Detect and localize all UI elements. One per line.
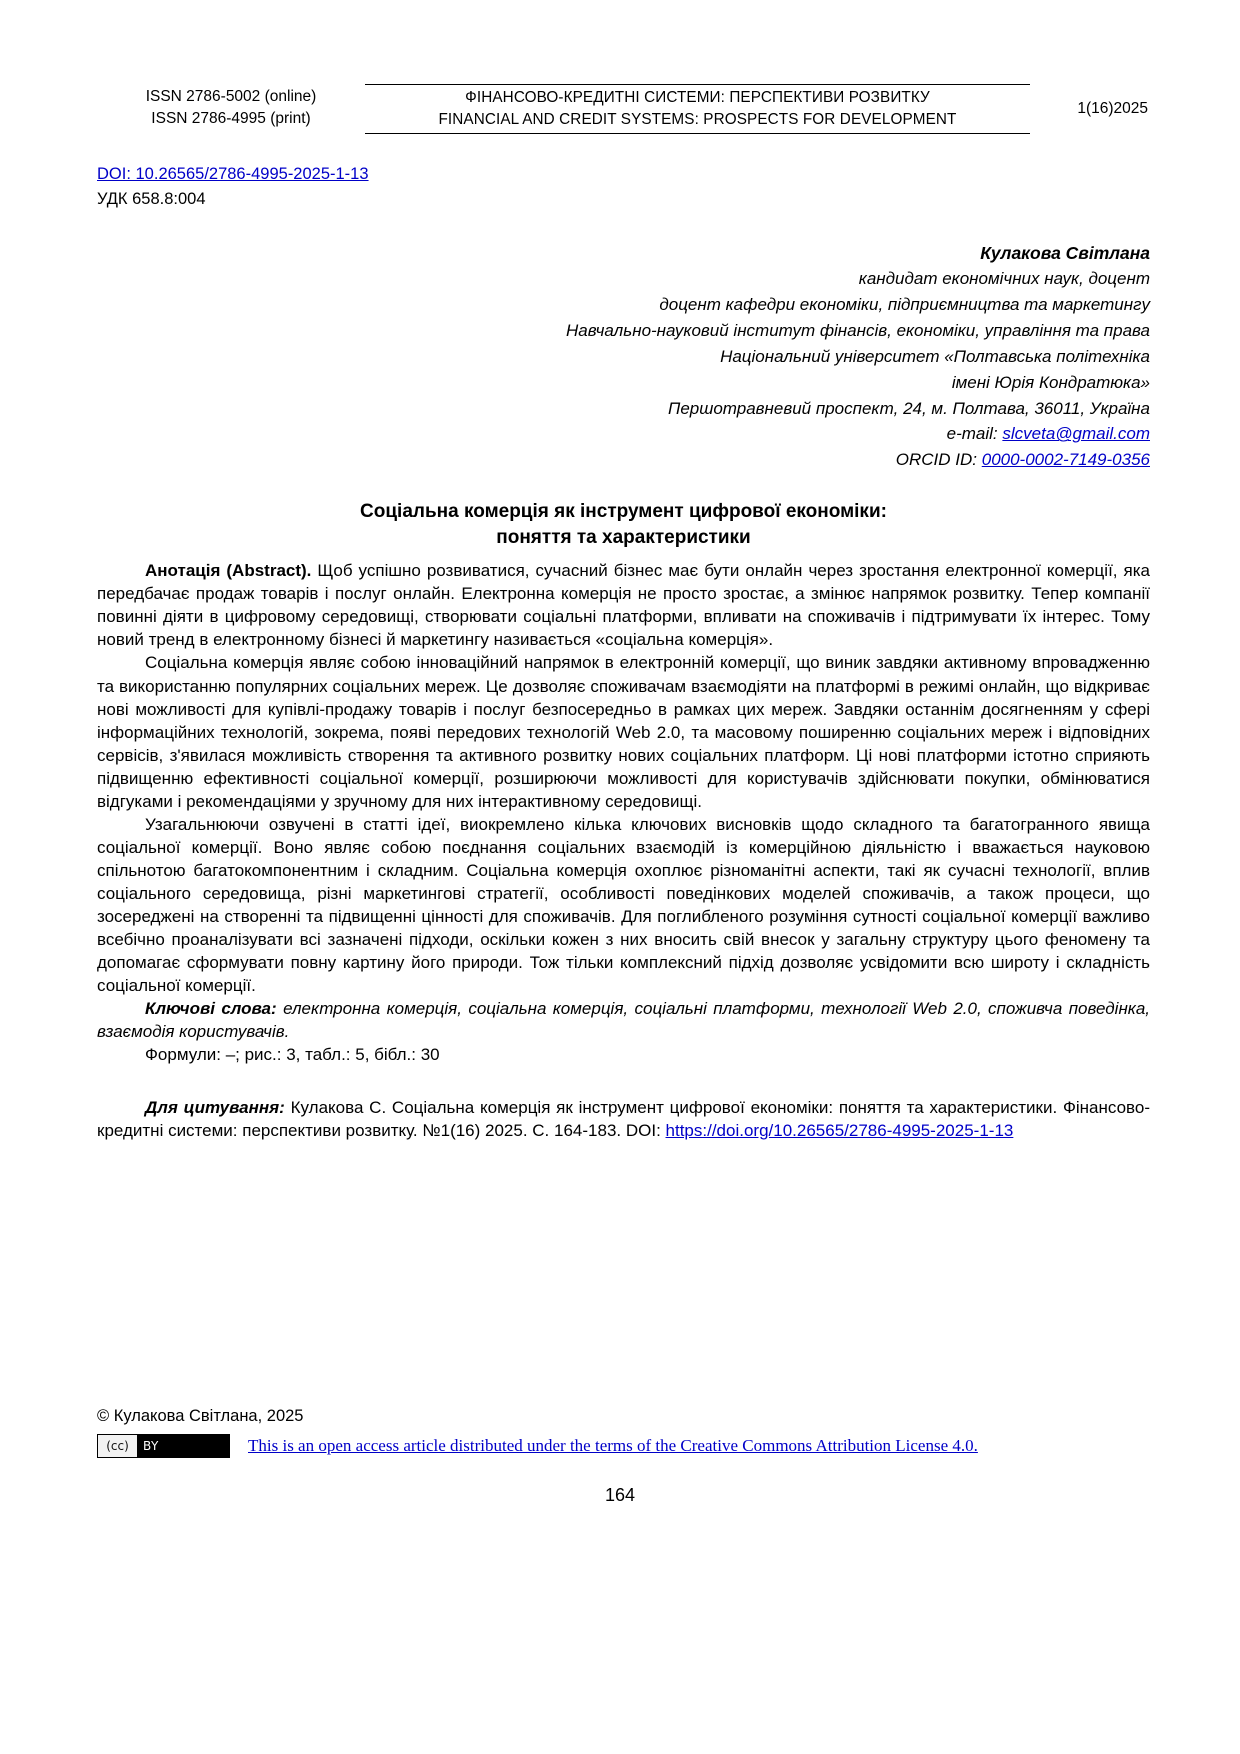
abstract-paragraph-2: Соціальна комерція являє собою інноваційний напрямок в електронній комерції, що виник завдяки активному впровадженню та використанню популярних соціальних мереж. Це дозволяє споживачам взаємодіяти на платформі в режимі онлайн, що відкриває нові можливості для купівлі-продажу товарів і послуг безпосередньо в рамках цих мереж. Завдяки останнім досягненням у сфері інформаційних технологій, зокрема, появі передових технологій Web 2.0, та масовому поширенню соціальних мереж і відповідних сервісів, з'явилася можливість створення та активного розвитку нових соціальних платформ. Ці нові платформи істотно сприяють підвищенню ефективності соціальної комерції, розширюючи можливості для користувачів здійснювати покупки, обмінюватися відгуками і рекомендаціями у зручному для них інтерактивному середовищі.	[97, 653, 1150, 811]
author-degree: кандидат економічних наук, доцент	[858, 269, 1150, 289]
journal-title-en: FINANCIAL AND CREDIT SYSTEMS: PROSPECTS FOR DEVELOPMENT	[438, 111, 957, 129]
author-orcid-row	[97, 447, 1150, 473]
issn-block	[97, 84, 365, 134]
page-number: 164	[604, 1485, 636, 1505]
license-row	[97, 1434, 1150, 1458]
author-name: Кулакова Світлана	[980, 242, 1150, 263]
journal-title-uk: ФІНАНСОВО-КРЕДИТНІ СИСТЕМИ: ПЕРСПЕКТИВИ РОЗВИТКУ	[465, 89, 930, 106]
citation-doi-link[interactable]: https://doi.org/10.26565/2786-4995-2025-1-13	[665, 1121, 1014, 1141]
counts-row: Формули: –; рис.: 3, табл.: 5, бібл.: 30	[145, 1045, 440, 1064]
cc-by-label: BY	[138, 1435, 229, 1457]
citation-label: Для цитування:	[145, 1098, 285, 1118]
keywords-value: електронна комерція, соціальна комерція, соціальні платформи, технології Web 2.0, споживча поведінка, взаємодія користувачів.	[97, 998, 1150, 1041]
keywords-label: Ключові слова:	[145, 998, 277, 1018]
article-title-line-1: Соціальна комерція як інструмент цифрової економіки:	[360, 501, 887, 523]
copyright-line: © Кулакова Світлана, 2025	[97, 1407, 304, 1425]
cc-logo-icon: (cc)	[98, 1435, 138, 1457]
email-label: e-mail:	[946, 424, 998, 444]
running-head	[97, 0, 1150, 134]
abstract-paragraph-1-text: Щоб успішно розвиватися, сучасний бізнес має бути онлайн через зростання електронної комерції, яка передбачає продаж товарів і послуг онлайн. Електронна комерція не просто зростає, а змінює напрямок розвитку. Тепер компанії повинні діяти в цифровому середовищі, створювати соціальні платформи, впливати на споживачів і підтримувати їх інтерес. Тому новий тренд в електронному бізнесі й маркетингу називається «соціальна комерція».	[97, 561, 1150, 650]
keywords-row	[97, 997, 1150, 1043]
abstract-paragraph-3: Узагальнюючи озвучені в статті ідеї, виокремлено кілька ключових висновків щодо складного та багатогранного явища соціальної комерції. Воно являє собою поєднання соціальних взаємодій із комерційною діяльністю і вважається науковою спільнотою багатокомпонентним і складним. Соціальна комерція охоплює різноманітні аспекти, такі як сучасні технології, вплив соціального середовища, різні маркетингові стратегії, особливості поведінкових моделей споживачів, а також процеси, що зосереджені на створенні та підвищенні цінності для споживачів. Для поглибленого розуміння сутності соціальної комерції важливо всебічно проаналізувати всі зазначені підходи, оскільки кожен з них вносить свій внесок у загальну структуру цього феномену та допомагає сформувати повну картину його природи. Тож тільки комплексний підхід дозволяє усвідомити всю широту і складність соціальної комерції.	[97, 814, 1150, 995]
citation-text: Кулакова С. Соціальна комерція як інструмент цифрової економіки: поняття та характеристики. Фінансово-кредитні системи: перспективи розвитку. №1(16) 2025. С. 164-183. DOI:	[97, 1098, 1150, 1141]
orcid-link[interactable]: 0000-0002-7149-0356	[981, 450, 1150, 470]
udk-code: УДК 658.8:004	[97, 190, 206, 209]
author-address: Першотравневий проспект, 24, м. Полтава, 36011, Україна	[668, 398, 1150, 418]
license-link[interactable]: This is an open access article distributed under the terms of the Creative Commons Attribution License 4.0.	[248, 1436, 978, 1456]
author-university-line-2: імені Юрія Кондратюка»	[951, 372, 1150, 392]
article-title-line-2: поняття та характеристики	[496, 526, 751, 548]
author-block	[97, 240, 1150, 473]
author-email-row	[97, 421, 1150, 447]
author-position: доцент кафедри економіки, підприємництва та маркетингу	[659, 295, 1150, 315]
creative-commons-badge-icon[interactable]	[97, 1434, 230, 1458]
issn-print: ISSN 2786-4995 (print)	[151, 110, 311, 128]
identifier-block	[97, 162, 1150, 212]
abstract-section	[97, 559, 1150, 997]
abstract-paragraph-1	[97, 559, 1150, 651]
issue-number: 1(16)2025	[1077, 99, 1148, 117]
email-link[interactable]: slcveta@gmail.com	[1002, 424, 1150, 444]
page-footer	[97, 1405, 1150, 1458]
page-content	[97, 0, 1150, 1142]
journal-title-block	[365, 84, 1030, 134]
doi-link[interactable]: DOI: 10.26565/2786-4995-2025-1-13	[97, 165, 369, 184]
abstract-lead-label: Анотація (Abstract).	[145, 561, 312, 581]
citation-block	[97, 1096, 1150, 1142]
article-title	[97, 499, 1150, 550]
issn-online: ISSN 2786-5002 (online)	[145, 88, 317, 105]
author-institute: Навчально-науковий інститут фінансів, економіки, управління та права	[565, 321, 1150, 341]
orcid-label: ORCID ID:	[895, 450, 977, 470]
author-university-line-1: Національний університет «Полтавська політехніка	[720, 346, 1150, 366]
